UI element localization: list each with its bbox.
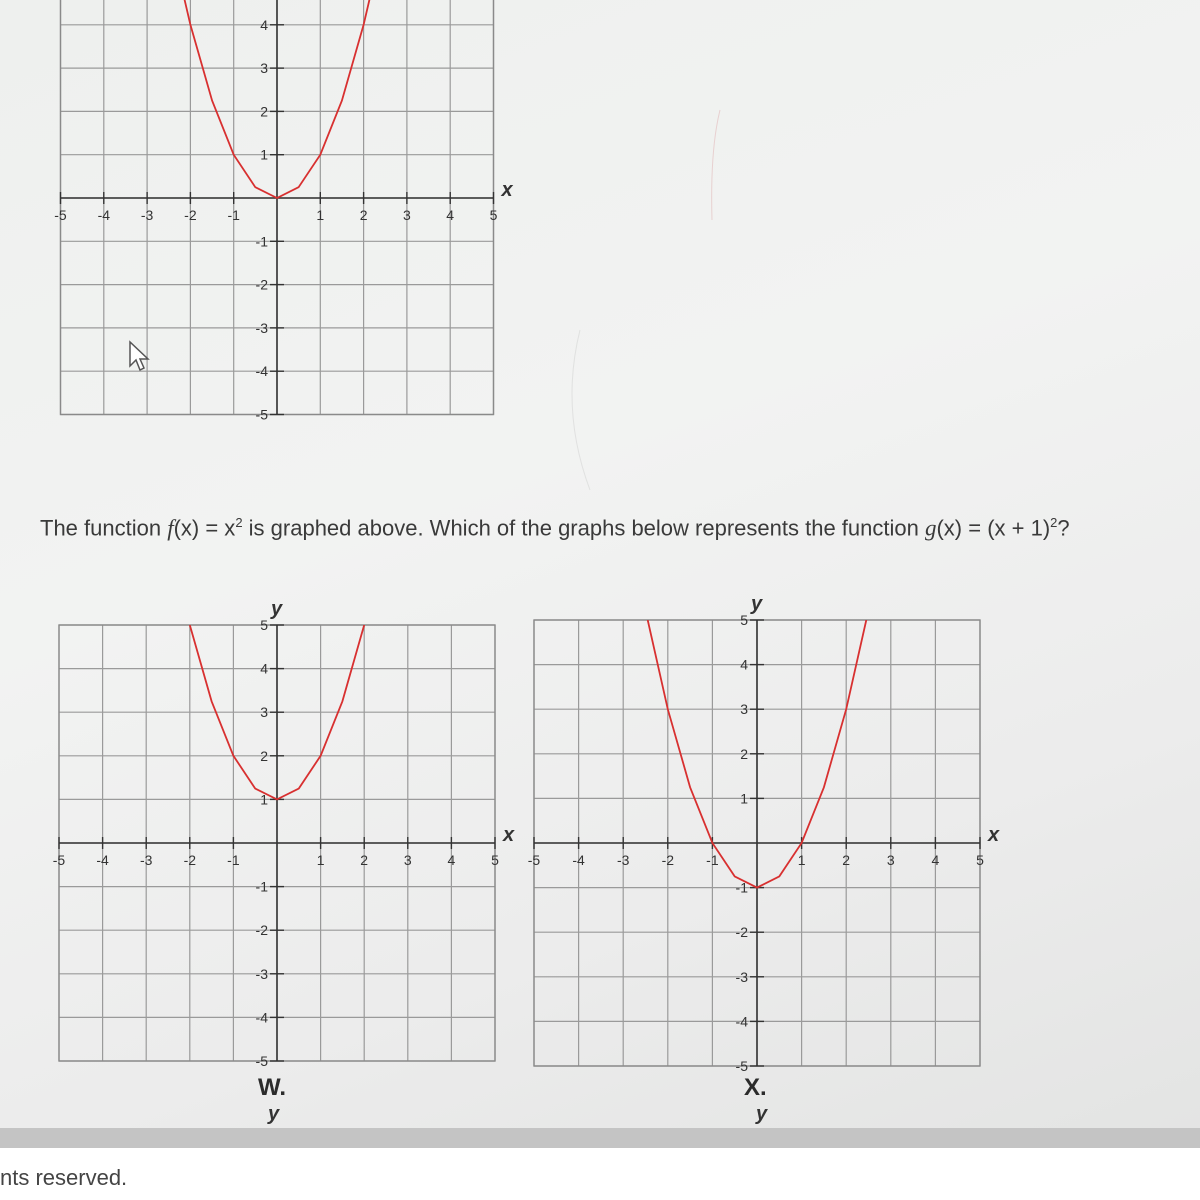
y-tick-label: -5	[255, 1053, 268, 1069]
option-w-y-caption: y	[268, 1103, 280, 1125]
y-tick-label: -1	[255, 233, 268, 250]
y-tick-label: -2	[735, 924, 748, 941]
y-tick-label: -1	[255, 878, 268, 895]
x-tick-label: -3	[140, 207, 154, 223]
y-tick-label: -4	[255, 1009, 268, 1026]
x-tick-label: -5	[54, 207, 67, 223]
y-axis-name: y	[271, 598, 283, 620]
y-tick-label: -2	[255, 922, 268, 939]
x-tick-label: 1	[316, 207, 325, 223]
mouse-cursor-icon	[128, 340, 152, 374]
x-tick-label: 3	[403, 852, 412, 868]
x-tick-label: -3	[139, 852, 153, 868]
y-tick-label: 5	[740, 612, 748, 628]
x-axis-name: x	[988, 824, 1000, 846]
y-tick-label: -5	[735, 1058, 748, 1074]
x-tick-label: -5	[527, 852, 541, 868]
y-tick-label: -3	[735, 968, 748, 985]
chart-top	[0, 0, 560, 440]
option-x-label[interactable]: X.	[744, 1074, 767, 1101]
y-tick-label: -3	[255, 965, 268, 982]
y-tick-label: -4	[735, 1013, 748, 1030]
y-tick-label: 4	[260, 660, 268, 677]
x-tick-label: 4	[447, 852, 456, 868]
question-text: The function $f(x) = x^2$ is graphed above. Which of the graphs below represents the function $g(x) = (x + 1)^2$?	[40, 515, 1070, 541]
y-tick-label: 4	[260, 16, 268, 33]
x-tick-label: -3	[616, 852, 630, 868]
y-tick-label: -3	[255, 319, 268, 336]
x-tick-label: -4	[97, 207, 111, 223]
y-tick-label: 3	[260, 60, 268, 77]
y-tick-label: 3	[260, 704, 268, 721]
x-tick-label: 5	[489, 207, 498, 223]
y-tick-label: 1	[260, 146, 268, 163]
chart-option-w[interactable]	[0, 590, 560, 1070]
x-tick-label: 4	[446, 207, 455, 223]
x-tick-label: -1	[706, 852, 719, 868]
option-x-y-caption: y	[756, 1103, 768, 1125]
x-tick-label: 5	[976, 852, 984, 868]
y-tick-label: 4	[740, 656, 748, 673]
y-tick-label: -4	[255, 363, 268, 380]
x-tick-label: 1	[797, 852, 806, 868]
x-tick-label: -4	[96, 852, 109, 868]
x-tick-label: 3	[403, 207, 411, 223]
option-w-label[interactable]: W.	[258, 1074, 286, 1101]
x-tick-label: 2	[359, 207, 368, 223]
y-tick-label: -1	[735, 879, 748, 896]
y-tick-label: 2	[740, 745, 748, 762]
x-tick-label: 1	[316, 852, 325, 868]
x-tick-label: -5	[52, 852, 66, 868]
x-tick-label: 2	[360, 852, 369, 868]
x-tick-label: -2	[184, 207, 197, 223]
footer-strip	[0, 1148, 1200, 1200]
x-tick-label: -4	[572, 852, 585, 868]
y-tick-label: 5	[260, 617, 268, 633]
x-tick-label: 5	[491, 852, 499, 868]
x-axis-name: x	[501, 179, 513, 201]
y-tick-label: -2	[255, 276, 268, 293]
y-tick-label: 2	[260, 747, 268, 764]
x-tick-label: -1	[227, 852, 240, 868]
y-tick-label: 2	[260, 103, 268, 120]
x-axis-name: x	[503, 824, 515, 846]
y-axis-name: y	[751, 593, 763, 615]
footer-bar	[0, 1128, 1200, 1148]
x-tick-label: -1	[227, 207, 240, 223]
y-tick-label: 1	[740, 790, 748, 807]
footer-copyright: nts reserved.	[0, 1165, 128, 1190]
y-tick-label: 3	[740, 701, 748, 718]
x-tick-label: 2	[842, 852, 851, 868]
y-tick-label: 1	[260, 791, 268, 808]
chart-option-x[interactable]	[520, 590, 1080, 1074]
x-tick-label: 4	[931, 852, 940, 868]
x-tick-label: -2	[183, 852, 197, 868]
y-tick-label: -5	[255, 406, 268, 423]
x-tick-label: 3	[886, 852, 895, 868]
screen-smudge	[560, 90, 760, 510]
x-tick-label: -2	[661, 852, 675, 868]
